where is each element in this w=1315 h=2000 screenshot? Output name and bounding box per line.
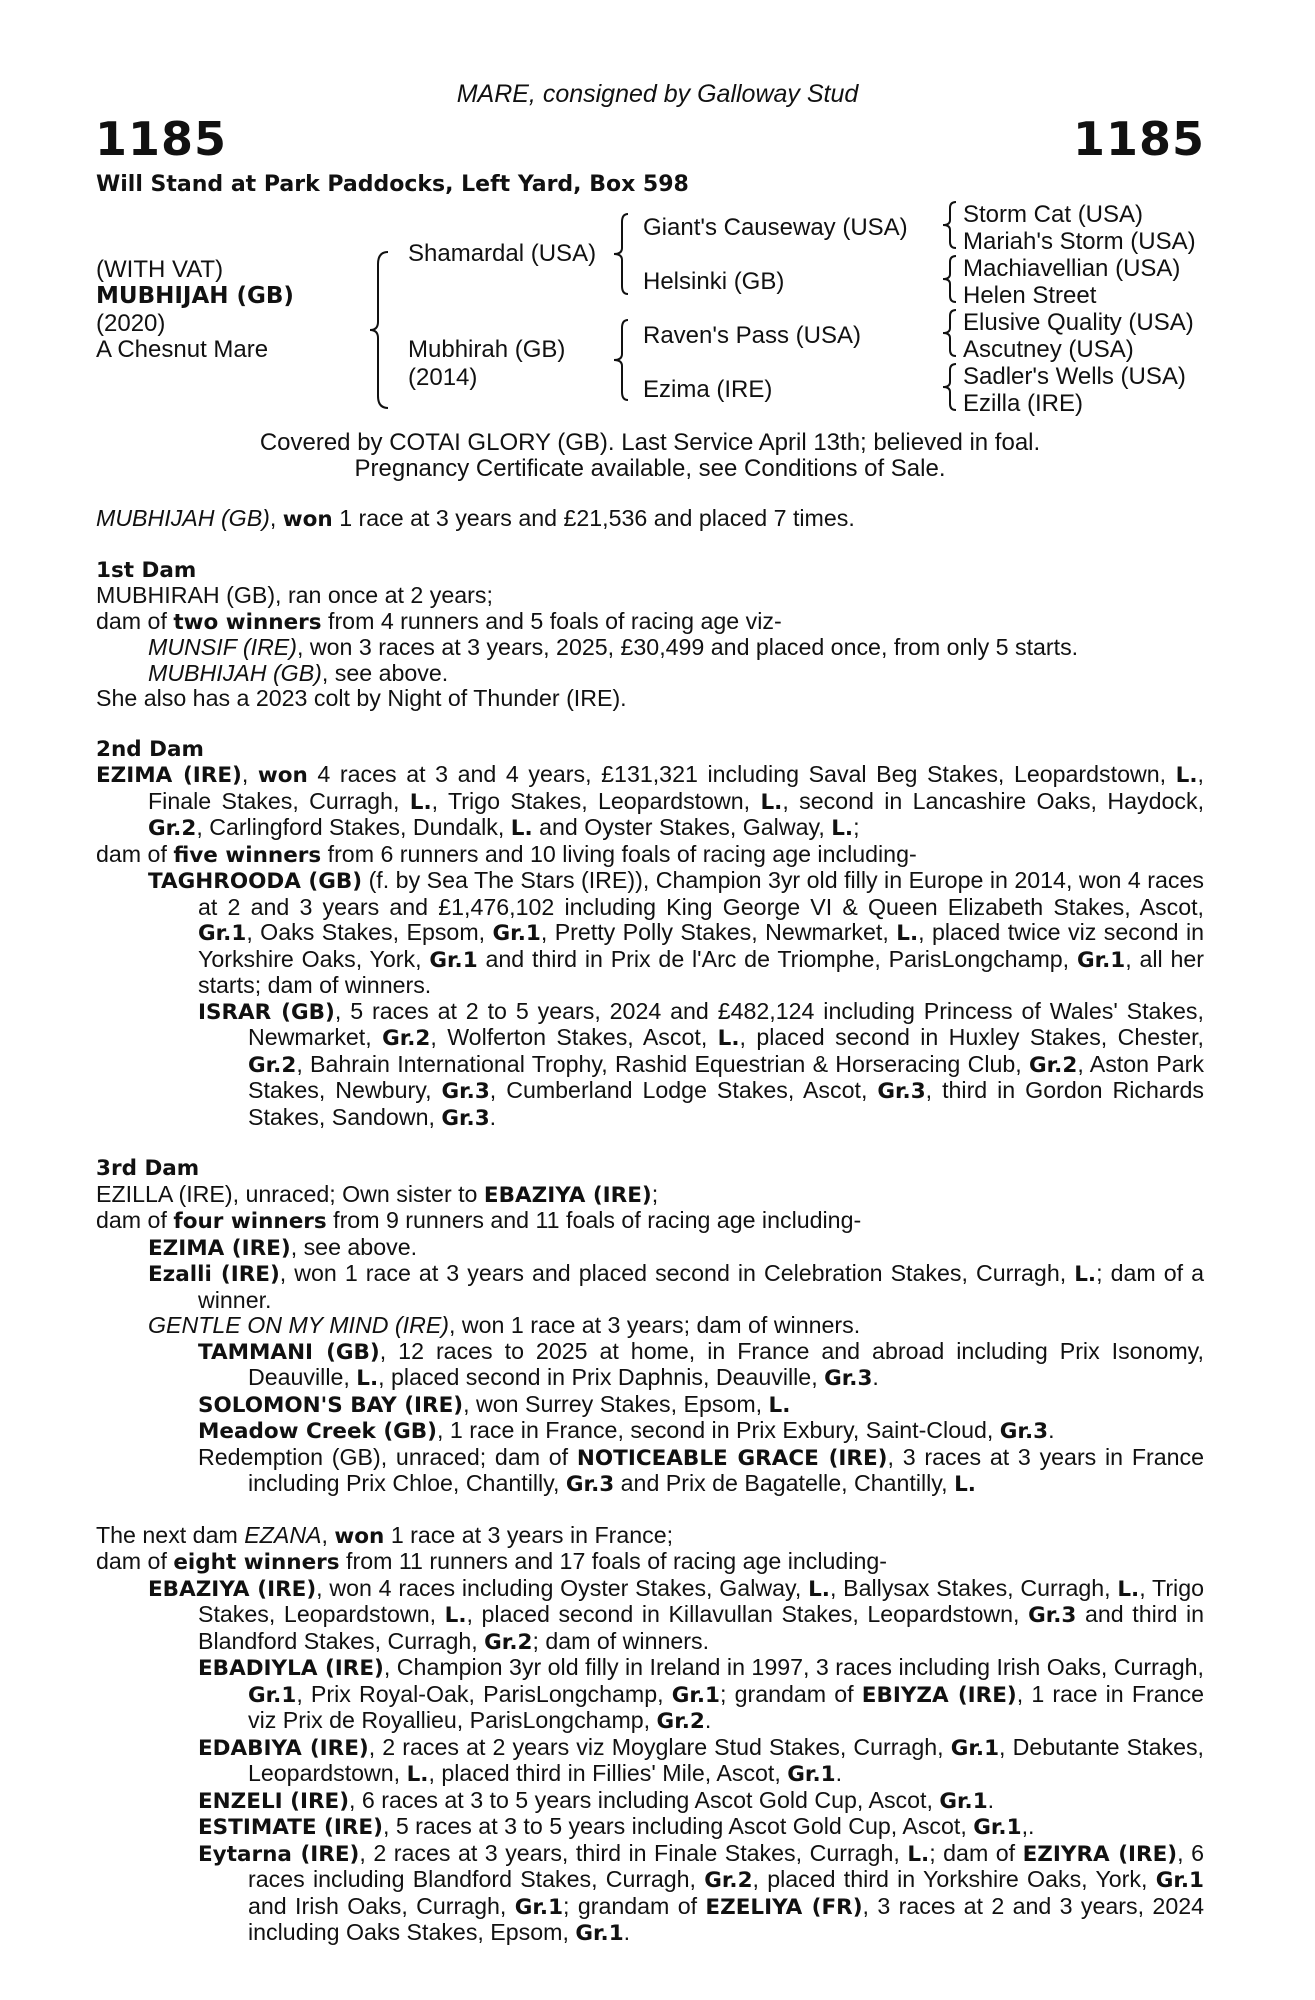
- granddam-1: Mariah's Storm (USA): [963, 228, 1196, 255]
- produce-eytarna: Eytarna (IRE), 2 races at 3 years, third in Finale Stakes, Curragh, L.; dam of EZIYRA (IRE), 6 races including Blandford Stakes, Curragh, Gr.2, placed third in Yorkshire Oaks, York, Gr.1 and Irish Oaks, Curragh, Gr.1; grandam of EZELIYA (FR), 3 races at 2 and 3 years, 2024 including Oaks Stakes, Epsom, Gr.1.: [198, 1839, 1205, 1946]
- first-dam-line: MUBHIRAH (GB), ran once at 2 years;: [96, 582, 493, 608]
- granddam-3: Ascutney (USA): [963, 336, 1134, 363]
- pedigree-notes: [96, 506, 1204, 1947]
- grandsire-2: Machiavellian (USA): [963, 255, 1181, 282]
- pedigree-brace-g1: [940, 200, 960, 250]
- produce-mubhijah: MUBHIJAH (GB), see above.: [148, 659, 449, 686]
- granddam-2: Helen Street: [963, 282, 1097, 309]
- lot-number-right: 1185: [1072, 112, 1205, 166]
- produce-munsif: MUNSIF (IRE), won 3 races at 3 years, 2025, £30,499 and placed once, from only 5 starts.: [148, 634, 1079, 660]
- third-dam-heading: 3rd Dam: [96, 1156, 200, 1181]
- third-dam-ezilla: EZILLA (IRE), unraced; Own sister to EBAZIYA (IRE);: [96, 1180, 659, 1208]
- horse-name: MUBHIJAH (GB): [96, 283, 294, 309]
- first-dam-produce: dam of two winners from 4 runners and 5 foals of racing age viz-: [96, 607, 782, 635]
- consignment-subtitle: MARE, consigned by Galloway Stud: [456, 80, 859, 108]
- second-dam-produce: dam of five winners from 6 runners and 10 living foals of racing age including-: [96, 840, 917, 868]
- produce-tammani: TAMMANI (GB), 12 races to 2025 at home, in France and abroad including Prix Isonomy, Deauville, L., placed second in Prix Daphnis, Deauville, Gr.3.: [198, 1337, 1204, 1391]
- grandsire-4: Sadler's Wells (USA): [963, 363, 1186, 390]
- produce-estimate: ESTIMATE (IRE), 5 races at 3 to 5 years including Ascot Gold Cup, Ascot, Gr.1,.: [198, 1813, 1035, 1840]
- sire-sire: Giant's Causeway (USA): [643, 214, 908, 241]
- third-dam-produce: dam of four winners from 9 runners and 11 foals of racing age including-: [96, 1207, 862, 1234]
- grandsire-3: Elusive Quality (USA): [963, 309, 1194, 336]
- covered-line-2: Pregnancy Certificate available, see Conditions of Sale.: [354, 455, 946, 482]
- produce-edabiya: EDABIYA (IRE), 2 races at 2 years viz Moyglare Stud Stakes, Curragh, Gr.1, Debutante Stakes, Leopardstown, L., placed third in Fillies' Mile, Ascot, Gr.1.: [198, 1733, 1204, 1787]
- first-dam-heading: 1st Dam: [96, 557, 197, 583]
- produce-gentle-on-my-mind: GENTLE ON MY MIND (IRE), won 1 race at 3 years; dam of winners.: [148, 1312, 861, 1338]
- next-dam-ezana: The next dam EZANA, won 1 race at 3 years in France;: [96, 1521, 674, 1549]
- second-dam-heading: 2nd Dam: [96, 736, 204, 762]
- produce-solomons-bay: SOLOMON'S BAY (IRE), won Surrey Stakes, Epsom, L.: [198, 1390, 791, 1418]
- race-summary: MUBHIJAH (GB), won 1 race at 3 years and £21,536 and placed 7 times.: [96, 505, 855, 532]
- stable-location: Will Stand at Park Paddocks, Left Yard, Box 598: [96, 172, 689, 197]
- sire-name: Shamardal (USA): [408, 240, 597, 267]
- produce-enzeli: ENZELI (IRE), 6 races at 3 to 5 years including Ascot Gold Cup, Ascot, Gr.1.: [198, 1786, 995, 1814]
- covered-line-1: Covered by COTAI GLORY (GB). Last Service April 13th; believed in foal.: [259, 429, 1041, 456]
- produce-ebadiyla: EBADIYLA (IRE), Champion 3yr old filly in Ireland in 1997, 3 races including Irish Oaks, Curragh, Gr.1, Prix Royal-Oak, ParisLongchamp, Gr.1; grandam of EBIYZA (IRE), 1 race in France viz Prix de Royallieu, ParisLongchamp, Gr.2.: [198, 1654, 1204, 1734]
- sire-dam: Helsinki (GB): [643, 268, 785, 295]
- dam-dam: Ezima (IRE): [643, 376, 773, 403]
- produce-ezalli: Ezalli (IRE), won 1 race at 3 years and placed second in Celebration Stakes, Curragh, L.; dam of a winner.: [148, 1260, 1204, 1313]
- vat-note: (WITH VAT): [96, 256, 224, 283]
- produce-israr: ISRAR (GB), 5 races at 2 to 5 years, 2024 and £482,124 including Princess of Wales' Stakes, Newmarket, Gr.2, Wolferton Stakes, Ascot, L., placed second in Huxley Stakes, Chester, Gr.2, Bahrain International Trophy, Rashid Equestrian & Horseracing Club, Gr.2, Aston Park Stakes, Newbury, Gr.3, Cumberland Lodge Stakes, Ascot, Gr.3, third in Gordon Richards Stakes, Sandown, Gr.3.: [198, 997, 1204, 1131]
- dam-sire: Raven's Pass (USA): [643, 322, 861, 349]
- produce-redemption: Redemption (GB), unraced; dam of NOTICEABLE GRACE (IRE), 3 races at 3 years in France including Prix Chloe, Chantilly, Gr.3 and Prix de Bagatelle, Chantilly, L.: [198, 1443, 1204, 1497]
- second-dam-ezima: EZIMA (IRE), won 4 races at 3 and 4 years, £131,321 including Saval Beg Stakes, Leopardstown, L., Finale Stakes, Curragh, L., Trigo Stakes, Leopardstown, L., second in Lancashire Oaks, Haydock, Gr.2, Carlingford Stakes, Dundalk, L. and Oyster Stakes, Galway, L.;: [96, 761, 1205, 841]
- pedigree-brace-g3: [940, 308, 960, 358]
- covered-note: [0, 430, 1300, 482]
- grandsire-1: Storm Cat (USA): [963, 201, 1144, 228]
- pedigree-brace-main: [366, 250, 396, 410]
- produce-ebaziya: EBAZIYA (IRE), won 4 races including Oyster Stakes, Galway, L., Ballysax Stakes, Curragh, L., Trigo Stakes, Leopardstown, L., placed second in Killavullan Stakes, Leopardstown, Gr.3 and third in Blandford Stakes, Curragh, Gr.2; dam of winners.: [148, 1574, 1205, 1655]
- dam-name: Mubhirah (GB): [408, 336, 566, 363]
- produce-meadow-creek: Meadow Creek (GB), 1 race in France, second in Prix Exbury, Saint-Cloud, Gr.3.: [198, 1417, 1055, 1444]
- lot-number-left: 1185: [95, 112, 228, 166]
- dam-year: (2014): [408, 364, 478, 391]
- pedigree-brace-sire: [610, 212, 634, 296]
- produce-ezima: EZIMA (IRE), see above.: [148, 1233, 418, 1261]
- first-dam-note: She also has a 2023 colt by Night of Thunder (IRE).: [96, 685, 627, 711]
- pedigree-brace-dam: [610, 318, 634, 402]
- granddam-4: Ezilla (IRE): [963, 390, 1084, 417]
- produce-taghrooda: TAGHROODA (GB) (f. by Sea The Stars (IRE)), Champion 3yr old filly in Europe in 2014, won 4 races at 2 and 3 years and £1,476,102 including King George VI & Queen Elizabeth Stakes, Ascot, Gr.1, Oaks Stakes, Epsom, Gr.1, Pretty Polly Stakes, Newmarket, L., placed twice viz second in Yorkshire Oaks, York, Gr.1 and third in Prix de l'Arc de Triomphe, ParisLongchamp, Gr.1, all her starts; dam of winners.: [148, 867, 1205, 998]
- pedigree-brace-g4: [940, 362, 960, 412]
- pedigree-brace-g2: [940, 254, 960, 304]
- horse-year: (2020): [96, 310, 166, 337]
- next-dam-produce: dam of eight winners from 11 runners and 17 foals of racing age including-: [96, 1548, 887, 1575]
- horse-description: A Chesnut Mare: [96, 336, 269, 363]
